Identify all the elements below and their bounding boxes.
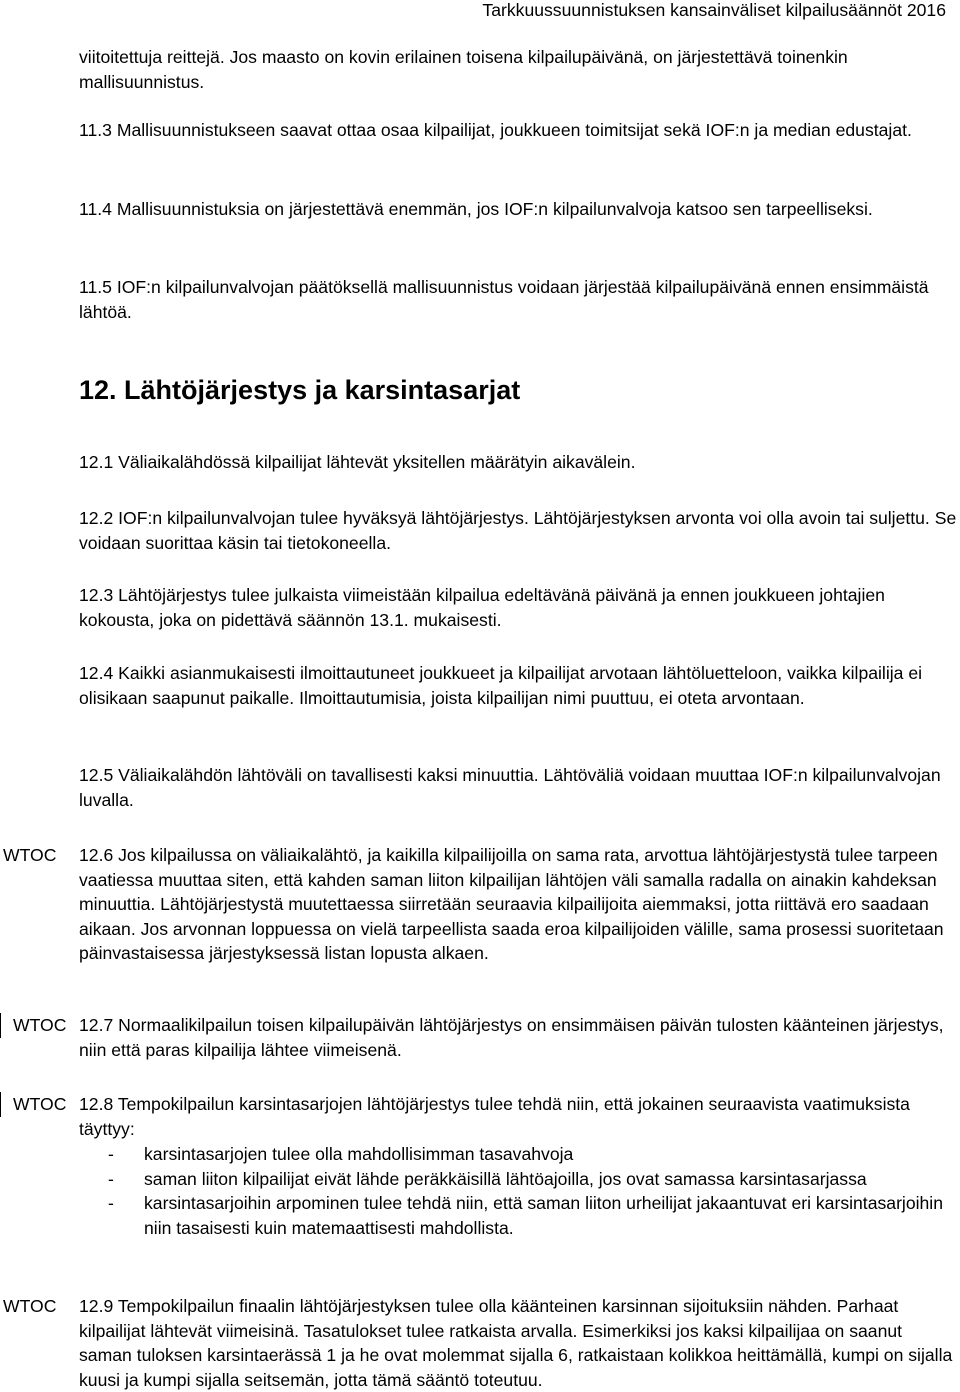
paragraph-12-2: 12.2 IOF:n kilpailunvalvojan tulee hyväksyä lähtöjärjestys. Lähtöjärjestyksen arvonta voi olla avoin tai suljettu. Se voidaan suorittaa käsin tai tietokoneella. [79,508,957,553]
wtoc-tag-12-7: WTOC [0,1013,66,1038]
section-heading-12: 12. Lähtöjärjestys ja karsintasarjat [79,375,521,405]
list-item [79,1142,957,1167]
list-12-8-requirements [79,1142,957,1240]
wtoc-tag-12-9: WTOC [3,1296,57,1316]
paragraph-11-4: 11.4 Mallisuunnistuksia on järjestettävä enemmän, jos IOF:n kilpailunvalvoja katsoo sen tarpeelliseksi. [79,199,873,219]
document-header: Tarkkuussuunnistuksen kansainväliset kilpailusäännöt 2016 [482,0,946,20]
paragraph-12-4: 12.4 Kaikki asianmukaisesti ilmoittautuneet joukkueet ja kilpailijat arvotaan lähtöluetteloon, vaikka kilpailija ei olisikaan saapunut paikalle. Ilmoittautumisia, joista kilpailijan nimi puuttuu, ei oteta arvontaan. [79,663,923,708]
list-item-text: karsintasarjoihin arpominen tulee tehdä niin, että saman liiton urheilijat jakaantuvat eri karsintasarjoihin niin tasaisesti kuin matemaattisesti mahdollista. [144,1193,944,1238]
paragraph-12-7 [79,1013,957,1062]
paragraph-12-7-text: 12.7 Normaalikilpailun toisen kilpailupäivän lähtöjärjestys on ensimmäisen päivän tulosten käänteinen järjestys, niin että paras kilpailija lähtee viimeisenä. [79,1015,944,1060]
list-dash: - [108,1168,114,1189]
list-item [79,1167,957,1192]
list-item-text: karsintasarjojen tulee olla mahdollisimman tasavahvoja [144,1144,574,1164]
paragraph-11-2-continued: viitoitettuja reittejä. Jos maasto on kovin erilainen toisena kilpailupäivänä, on järjestettävä toinenkin mallisuunnistus. [79,47,848,92]
paragraph-12-9: 12.9 Tempokilpailun finaalin lähtöjärjestyksen tulee olla käänteinen karsinnan sijoituksiin nähden. Parhaat kilpailijat lähtevät viimeisinä. Tasatulokset tulee ratkaista arvalla. Esimerkiksi jos kaksi kilpailijaa on saanut saman tuloksen karsintaerässä 1 ja he ovat molemmat sijalla 6, ratkaistaan kolikkoa heittämällä, kumpi on sijalla kuusi ja kumpi sijalla seitsemän, jotta tämä sääntö toteutuu. [79,1296,953,1390]
paragraph-12-6: 12.6 Jos kilpailussa on väliaikalähtö, ja kaikilla kilpailijoilla on sama rata, arvottua lähtöjärjestystä tulee tarpeen vaatiessa muuttaa siten, että kahden saman liiton kilpailijan lähtöjen väli samalla radalla on ainakin kahdeksan minuuttia. Lähtöjärjestystä muutettaessa siirretään seuraavia kilpailijoita aiemmaksi, jotta riittävä ero saadaan aikaan. Jos arvonnan loppuessa on vielä tarpeellista saada eroa kilpailijoiden välille, sama prosessi suoritetaan päinvastaisessa järjestyksessä listan lopusta alkaen. [79,845,944,963]
wtoc-tag-12-8: WTOC [0,1092,66,1117]
paragraph-12-5: 12.5 Väliaikalähdön lähtöväli on tavallisesti kaksi minuuttia. Lähtöväliä voidaan muuttaa IOF:n kilpailunvalvojan luvalla. [79,765,941,810]
list-item-text: saman liiton kilpailijat eivät lähde peräkkäisillä lähtöajoilla, jos ovat samassa karsintasarjassa [144,1168,867,1189]
paragraph-12-8: 12.8 Tempokilpailun karsintasarjojen lähtöjärjestys tulee tehdä niin, että jokainen seuraavista vaatimuksista täyttyy: [79,1094,910,1139]
list-dash: - [108,1193,114,1213]
paragraph-11-5: 11.5 IOF:n kilpailunvalvojan päätöksellä mallisuunnistus voidaan järjestää kilpailupäivänä ennen ensimmäistä lähtöä. [79,277,929,322]
paragraph-11-3: 11.3 Mallisuunnistukseen saavat ottaa osaa kilpailijat, joukkueen toimitsijat sekä IOF:n ja median edustajat. [79,120,912,140]
paragraph-12-3: 12.3 Lähtöjärjestys tulee julkaista viimeistään kilpailua edeltävänä päivänä ja ennen joukkueen johtajien kokousta, joka on pidettävä säännön 13.1. mukaisesti. [79,585,885,630]
paragraph-12-1: 12.1 Väliaikalähdössä kilpailijat lähtevät yksitellen määrätyin aikavälein. [79,452,636,472]
list-dash: - [108,1144,114,1164]
list-item [79,1191,957,1240]
wtoc-tag-12-6: WTOC [3,845,57,865]
